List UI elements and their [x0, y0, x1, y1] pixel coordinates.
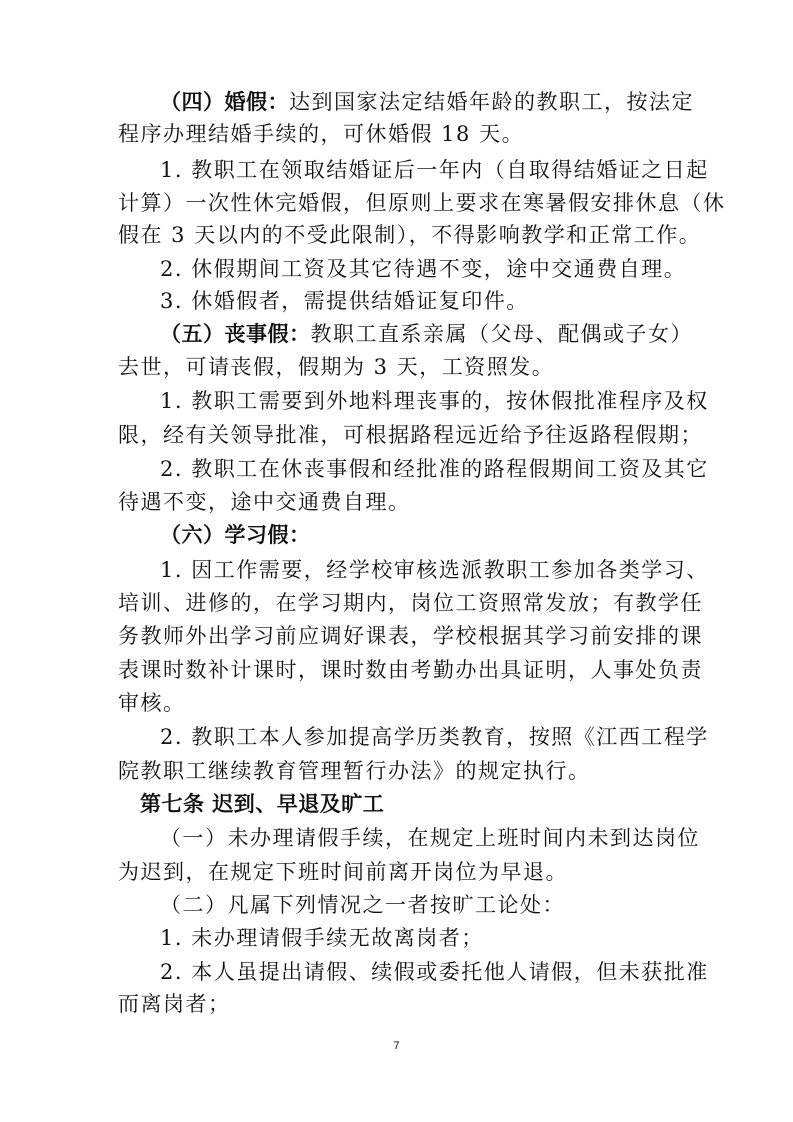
funeral-item-2-line-2: 待遇不变，途中交通费自理。: [118, 490, 411, 514]
funeral-item-1-line-1: 1. 教职工需要到外地料理丧事的，按休假批准程序及权: [160, 389, 709, 413]
lateness-line-1: （一）未办理请假手续，在规定上班时间内未到达岗位: [160, 826, 700, 850]
paragraph-marriage-leave-line-1: （四）婚假：达到国家法定结婚年龄的教职工，按法定: [160, 90, 694, 114]
funeral-item-2-line-1: 2. 教职工在休丧事假和经批准的路程假期间工资及其它: [160, 457, 709, 481]
funeral-item-1-line-2: 限，经有关领导批准，可根据路程远近给予往返路程假期；: [118, 423, 703, 447]
paragraph-marriage-leave-line-2: 程序办理结婚手续的，可休婚假 18 天。: [118, 122, 525, 146]
marriage-item-3: 3. 休婚假者，需提供结婚证复印件。: [160, 289, 529, 313]
study-item-1-line-1: 1. 因工作需要，经学校审核选派教职工参加各类学习、: [160, 558, 709, 582]
absence-item-2-line-1: 2. 本人虽提出请假、续假或委托他人请假，但未获批准: [160, 960, 709, 984]
paragraph-funeral-leave-line-2: 去世，可请丧假，假期为 3 天，工资照发。: [118, 355, 555, 379]
lateness-line-2: 为迟到，在规定下班时间前离开岗位为早退。: [118, 860, 568, 884]
page-number: 7: [393, 1040, 400, 1052]
section-heading-marriage-leave: （四）婚假：: [160, 90, 289, 114]
article-seven-heading: 第七条 迟到、早退及旷工: [140, 792, 385, 816]
paragraph-funeral-leave-line-1: （五）丧事假：教职工直系亲属（父母、配偶或子女）: [160, 322, 693, 346]
section-heading-funeral-leave: （五）丧事假：: [160, 322, 311, 346]
absence-item-2-line-2: 而离岗者；: [118, 992, 231, 1016]
absence-item-1: 1. 未办理请假手续无故离岗者；: [160, 926, 484, 950]
study-item-1-line-5: 审核。: [118, 691, 186, 715]
study-item-1-line-4: 表课时数补计课时，课时数由考勤办出具证明，人事处负责: [118, 658, 703, 682]
section-heading-study-leave: （六）学习假：: [160, 523, 311, 547]
marriage-item-1-line-2: 计算）一次性休完婚假，但原则上要求在寒暑假安排休息（休: [118, 191, 726, 215]
study-item-2-line-1: 2. 教职工本人参加提高学历类教育，按照《江西工程学: [160, 725, 709, 749]
absence-intro: （二）凡属下列情况之一者按旷工论处：: [160, 893, 565, 917]
marriage-item-1-line-3: 假在 3 天以内的不受此限制），不得影响教学和正常工作。: [118, 223, 702, 247]
study-item-1-line-2: 培训、进修的，在学习期内，岗位工资照常发放；有教学任: [118, 591, 703, 615]
study-item-2-line-2: 院教职工继续教育管理暂行办法》的规定执行。: [118, 759, 591, 783]
marriage-item-2: 2. 休假期间工资及其它待遇不变，途中交通费自理。: [160, 257, 687, 281]
marriage-item-1-line-1: 1. 教职工在领取结婚证后一年内（自取得结婚证之日起: [160, 158, 709, 182]
study-item-1-line-3: 务教师外出学习前应调好课表，学校根据其学习前安排的课: [118, 624, 703, 648]
